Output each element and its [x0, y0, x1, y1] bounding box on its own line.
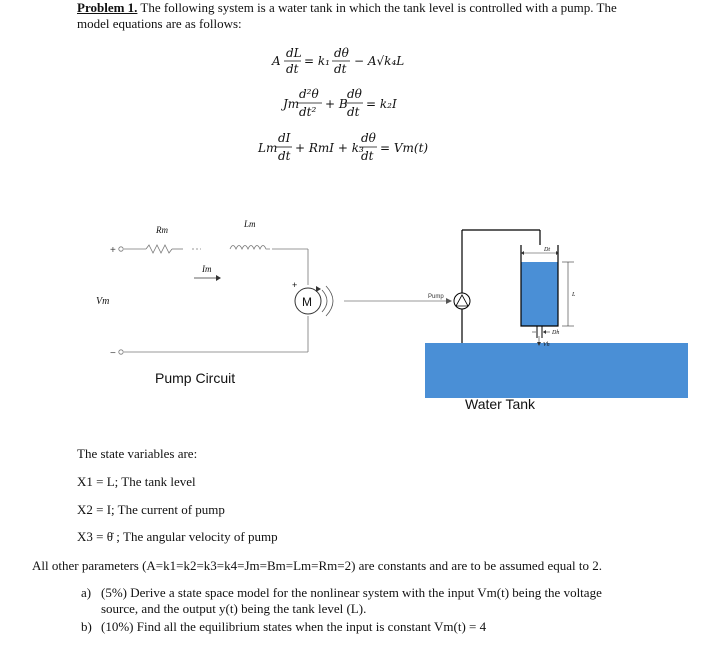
intro-line-2: model equations are as follows:	[77, 16, 242, 31]
tank-water	[521, 262, 558, 326]
pump-circuit	[124, 245, 308, 352]
eq2-mid: + B	[325, 97, 348, 111]
plus-terminal-label: +	[110, 245, 116, 256]
state-x2: X2 = I; The current of pump	[77, 502, 225, 517]
eq3-coef: Lm	[258, 141, 278, 155]
voltage-label: Vm	[96, 296, 110, 307]
reservoir-water	[425, 343, 688, 398]
resistor-label: Rm	[156, 225, 168, 235]
tank-level-label: L	[572, 292, 576, 298]
outlet-velocity-label: Vh	[543, 342, 550, 348]
resistor-symbol	[146, 245, 172, 253]
eq2-n1: d²θ	[299, 87, 319, 101]
problem-heading: Problem 1.	[77, 0, 138, 15]
eq3-d2: dt	[361, 149, 374, 163]
water-tank-system	[425, 230, 688, 398]
model-equations	[0, 0, 708, 180]
eq1-rhs-num: dθ	[334, 46, 349, 60]
tank-diameter-label: Dt	[544, 247, 550, 253]
pump-circuit-caption: Pump Circuit	[155, 370, 236, 386]
eq2-n2: dθ	[347, 87, 362, 101]
eq1-coef: A	[272, 54, 281, 68]
eq2-coef: Jm	[283, 97, 300, 111]
state-x1: X1 = L; The tank level	[77, 474, 196, 489]
eq3-mid: + RmI + k₃	[295, 141, 364, 155]
eq3-n1: dI	[278, 131, 291, 145]
eq3-d1: dt	[278, 149, 291, 163]
eq2-rhs: = k₂I	[366, 97, 397, 111]
eq3-n2: dθ	[361, 131, 376, 145]
outlet-diameter-label: Dh	[552, 330, 560, 336]
eq2-d1: dt²	[299, 105, 317, 119]
pump-label: Pump	[428, 294, 444, 300]
eq2-d2: dt	[347, 105, 360, 119]
inductor-symbol	[230, 246, 270, 250]
minus-terminal-label: −	[110, 348, 116, 359]
state-x3: X3 = θ̇ ; The angular velocity of pump	[77, 529, 278, 544]
part-a-text	[101, 585, 701, 617]
motor-plus: +	[292, 280, 298, 290]
inductor-label: Lm	[244, 219, 256, 229]
parameters-text: All other parameters (A=k1=k2=k3=k4=Jm=Bm=Lm=Rm=2) are constants and are to be assumed equal to 2.	[32, 558, 602, 573]
eq3-rhs: = Vm(t)	[380, 141, 429, 155]
eq1-tail: − A√k₄L	[354, 54, 405, 68]
part-b-label: b)	[81, 619, 92, 634]
eq1-eqk: = k₁	[304, 54, 330, 68]
eq1-den: dt	[286, 62, 299, 76]
part-a-label: a)	[81, 585, 92, 600]
part-a-line-1: (5%) Derive a state space model for the nonlinear system with the input Vm(t) being the voltage	[101, 585, 602, 600]
state-intro: The state variables are:	[77, 446, 198, 461]
water-tank-caption: Water Tank	[465, 396, 536, 412]
current-label: Im	[202, 264, 212, 274]
eq1-num: dL	[286, 46, 302, 60]
terminal-minus	[119, 350, 123, 354]
terminal-plus	[119, 247, 123, 251]
part-a-line-2: source, and the output y(t) being the tank level (L).	[101, 601, 367, 616]
system-diagram	[0, 200, 708, 430]
part-b-text: (10%) Find all the equilibrium states when the input is constant Vm(t) = 4	[101, 619, 487, 634]
eq1-rhs-den: dt	[334, 62, 347, 76]
intro-line-1: The following system is a water tank in which the tank level is controlled with a pump. The	[137, 0, 617, 15]
motor-label: M	[302, 295, 312, 309]
